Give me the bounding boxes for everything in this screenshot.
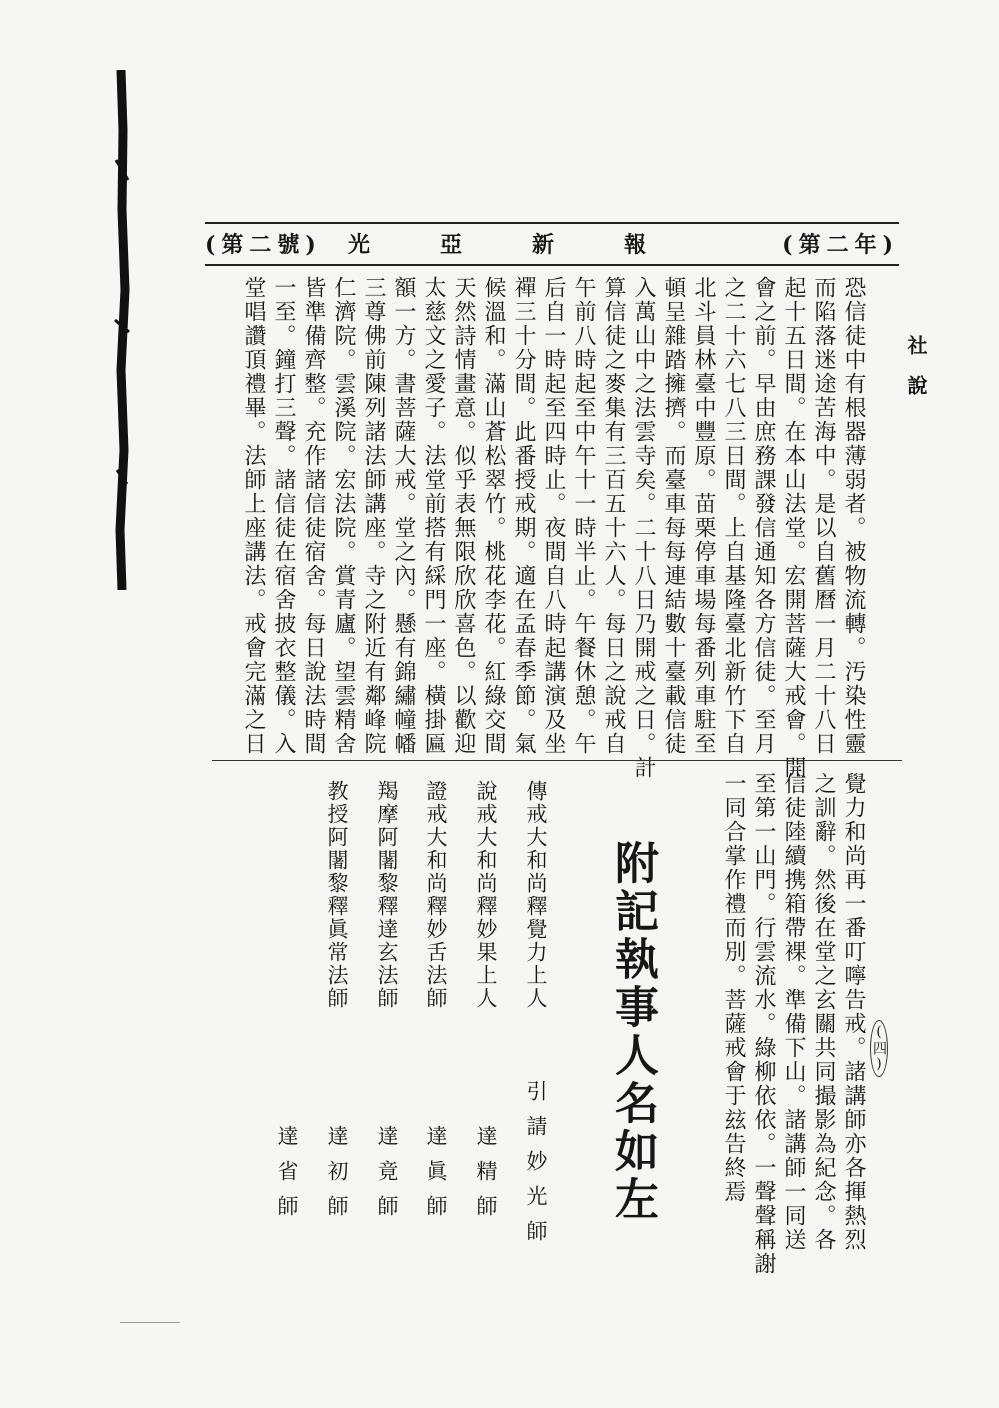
staff-helper: 達竟師 — [375, 1125, 399, 1230]
article-column: 太慈文之愛子。法堂前搭有綵門一座。橫掛匾 — [421, 276, 446, 756]
header-rule-bottom — [205, 264, 899, 266]
article-continued-column: 一同合掌作禮而別。菩薩戒會于玆告終焉 — [721, 772, 746, 1204]
staff-helper: 達眞師 — [424, 1125, 448, 1230]
issue-year: (第二年) — [782, 231, 899, 258]
staff-helper: 達省師 — [275, 1125, 299, 1230]
staff-role: 傳戒大和尚釋覺力上人 — [524, 780, 548, 1010]
article-column: 會之前。早由庶務課發信通知各方信徒。至月 — [751, 276, 776, 756]
article-continued-column: 之訓辭。然後在堂之玄關共同撮影為紀念。各 — [811, 772, 836, 1252]
article-column: 后自一時起至四時止。夜間自八時起講演及坐 — [541, 276, 566, 756]
header-rule — [205, 222, 899, 224]
article-continued-column: 覺力和尚再一番叮嚀告戒。諸講師亦各揮熱烈 — [841, 772, 866, 1252]
staff-role: 羯摩阿闍黎釋達玄法師 — [375, 780, 399, 1010]
article-column: 堂唱讚頂禮畢。法師上座講法。戒會完滿之日 — [241, 276, 266, 756]
scan-mark — [120, 1322, 180, 1323]
issue-number: (第二號) — [205, 231, 322, 258]
article-column: 而陷落迷途苦海中。是以自舊曆一月二十八日 — [811, 276, 836, 756]
page-number: (四) — [870, 1020, 888, 1077]
article-column: 皆準備齊整。充作諸信徒宿舍。每日說法時間 — [301, 276, 326, 756]
article-column: 頓呈雜踏擁擠。而臺車每每連結數十臺載信徒 — [661, 276, 686, 756]
staff-helper: 引請妙光師 — [524, 1080, 548, 1255]
article-column: 算信徒之麥集有三百五十六人。每日之說戒自 — [601, 276, 626, 756]
article-continued-column: 信徒陸續携箱帶裸。準備下山。諸講師一同送 — [781, 772, 806, 1252]
article-column: 恐信徒中有根器薄弱者。被物流轉。汚染性靈 — [841, 276, 866, 756]
staff-helper: 達精師 — [474, 1125, 498, 1230]
article-column: 入萬山中之法雲寺矣。二十八日乃開戒之日。計 — [631, 276, 656, 780]
staff-role: 說戒大和尚釋妙果上人 — [474, 780, 498, 1010]
staff-helper: 達初師 — [325, 1125, 349, 1230]
article-column: 午前八時起至中午十一時半止。午餐休憩。午 — [571, 276, 596, 756]
article-column: 起十五日間。在本山法堂。宏開菩薩大戒會。開 — [781, 276, 806, 780]
staff-role: 教授阿闍黎釋眞常法師 — [325, 780, 349, 1010]
staff-role: 證戒大和尚釋妙舌法師 — [424, 780, 448, 1010]
block-divider — [212, 760, 902, 761]
article-column: 三尊佛前陳列諸法師講座。寺之附近有鄰峰院 — [361, 276, 386, 756]
article-column: 北斗員林臺中豐原。苗栗停車場每番列車駐至 — [691, 276, 716, 756]
newspaper-title: 光亞新報 — [347, 231, 716, 258]
article-column: 禪三十分間。此番授戒期。適在孟春季節。氣 — [511, 276, 536, 756]
appendix-title: 附記執事人名如左 — [607, 840, 658, 1224]
masthead — [205, 226, 899, 260]
article-column: 天然詩情畫意。似乎表無限欣欣喜色。以歡迎 — [451, 276, 476, 756]
article-column: 候溫和。滿山蒼松翠竹。桃花李花。紅綠交間 — [481, 276, 506, 756]
binding-stroke — [112, 70, 130, 590]
section-label: 社說 — [904, 335, 928, 415]
article-continued-column: 至第一山門。行雲流水。綠柳依依。一聲聲稱謝 — [751, 772, 776, 1276]
article-column: 一至。鐘打三聲。諸信徒在宿舍披衣整儀。入 — [271, 276, 296, 756]
article-column: 之二十六七八三日間。上自基隆臺北新竹下自 — [721, 276, 746, 756]
article-column: 額一方。書菩薩大戒。堂之內。懸有錦繡幢幡 — [391, 276, 416, 756]
article-column: 仁濟院。雲溪院。宏法院。賞青廬。望雲精舍 — [331, 276, 356, 756]
